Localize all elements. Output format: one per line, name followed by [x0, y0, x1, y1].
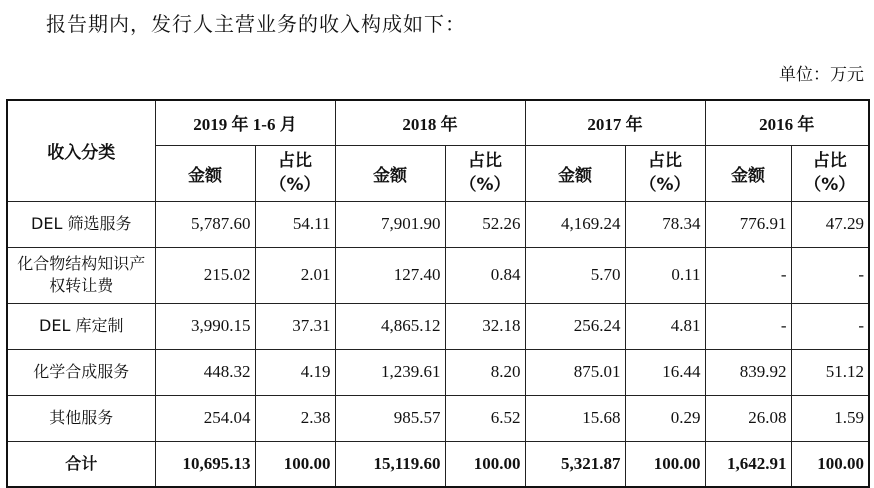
total-value: 100.00 — [445, 441, 525, 487]
cell-value: 26.08 — [705, 395, 791, 441]
row-category: 其他服务 — [7, 395, 155, 441]
cell-value: 54.11 — [255, 201, 335, 247]
cell-value: - — [791, 303, 869, 349]
table-row — [7, 303, 869, 349]
cell-value: 875.01 — [525, 349, 625, 395]
ratio-header: 占比 （%） — [791, 145, 869, 201]
cell-value: 5.70 — [525, 247, 625, 303]
cell-value: 47.29 — [791, 201, 869, 247]
cell-value: 4,865.12 — [335, 303, 445, 349]
cell-value: 985.57 — [335, 395, 445, 441]
cell-value: 1,239.61 — [335, 349, 445, 395]
ratio-header: 占比 （%） — [445, 145, 525, 201]
row-category: 化学合成服务 — [7, 349, 155, 395]
cell-value: 0.29 — [625, 395, 705, 441]
total-value: 15,119.60 — [335, 441, 445, 487]
total-label: 合计 — [7, 441, 155, 487]
ratio-header: 占比 （%） — [625, 145, 705, 201]
cell-value: - — [791, 247, 869, 303]
revenue-table — [6, 99, 870, 488]
total-row — [7, 441, 869, 487]
table-row — [7, 247, 869, 303]
cell-value: 37.31 — [255, 303, 335, 349]
cell-value: 3,990.15 — [155, 303, 255, 349]
period-header: 2018 年 — [335, 100, 525, 145]
period-header: 2017 年 — [525, 100, 705, 145]
cell-value: 0.84 — [445, 247, 525, 303]
cell-value: - — [705, 303, 791, 349]
ratio-header: 占比 （%） — [255, 145, 335, 201]
cell-value: 5,787.60 — [155, 201, 255, 247]
cell-value: 8.20 — [445, 349, 525, 395]
total-value: 5,321.87 — [525, 441, 625, 487]
cell-value: 16.44 — [625, 349, 705, 395]
total-value: 100.00 — [255, 441, 335, 487]
table-row — [7, 201, 869, 247]
cell-value: - — [705, 247, 791, 303]
cell-value: 7,901.90 — [335, 201, 445, 247]
unit-label: 单位：万元 — [779, 65, 864, 85]
cell-value: 32.18 — [445, 303, 525, 349]
cell-value: 2.38 — [255, 395, 335, 441]
total-value: 10,695.13 — [155, 441, 255, 487]
row-category: DEL 筛选服务 — [7, 201, 155, 247]
cell-value: 256.24 — [525, 303, 625, 349]
cell-value: 448.32 — [155, 349, 255, 395]
period-header-row — [7, 100, 869, 145]
cell-value: 78.34 — [625, 201, 705, 247]
cell-value: 51.12 — [791, 349, 869, 395]
cell-value: 52.26 — [445, 201, 525, 247]
amount-header: 金额 — [705, 145, 791, 201]
cell-value: 4,169.24 — [525, 201, 625, 247]
total-value: 100.00 — [625, 441, 705, 487]
cell-value: 6.52 — [445, 395, 525, 441]
cell-value: 15.68 — [525, 395, 625, 441]
cell-value: 2.01 — [255, 247, 335, 303]
cell-value: 215.02 — [155, 247, 255, 303]
intro-text: 报告期内，发行人主营业务的收入构成如下： — [46, 12, 466, 36]
cell-value: 1.59 — [791, 395, 869, 441]
period-header: 2019 年 1-6 月 — [155, 100, 335, 145]
cell-value: 776.91 — [705, 201, 791, 247]
cell-value: 0.11 — [625, 247, 705, 303]
period-header: 2016 年 — [705, 100, 869, 145]
amount-header: 金额 — [155, 145, 255, 201]
row-category: DEL 库定制 — [7, 303, 155, 349]
amount-header: 金额 — [335, 145, 445, 201]
table-row — [7, 349, 869, 395]
cell-value: 4.19 — [255, 349, 335, 395]
cell-value: 254.04 — [155, 395, 255, 441]
cell-value: 127.40 — [335, 247, 445, 303]
table-row — [7, 395, 869, 441]
row-category: 化合物结构知识产权转让费 — [7, 247, 155, 303]
amount-header: 金额 — [525, 145, 625, 201]
cell-value: 4.81 — [625, 303, 705, 349]
total-value: 1,642.91 — [705, 441, 791, 487]
total-value: 100.00 — [791, 441, 869, 487]
cell-value: 839.92 — [705, 349, 791, 395]
category-header: 收入分类 — [7, 100, 155, 201]
